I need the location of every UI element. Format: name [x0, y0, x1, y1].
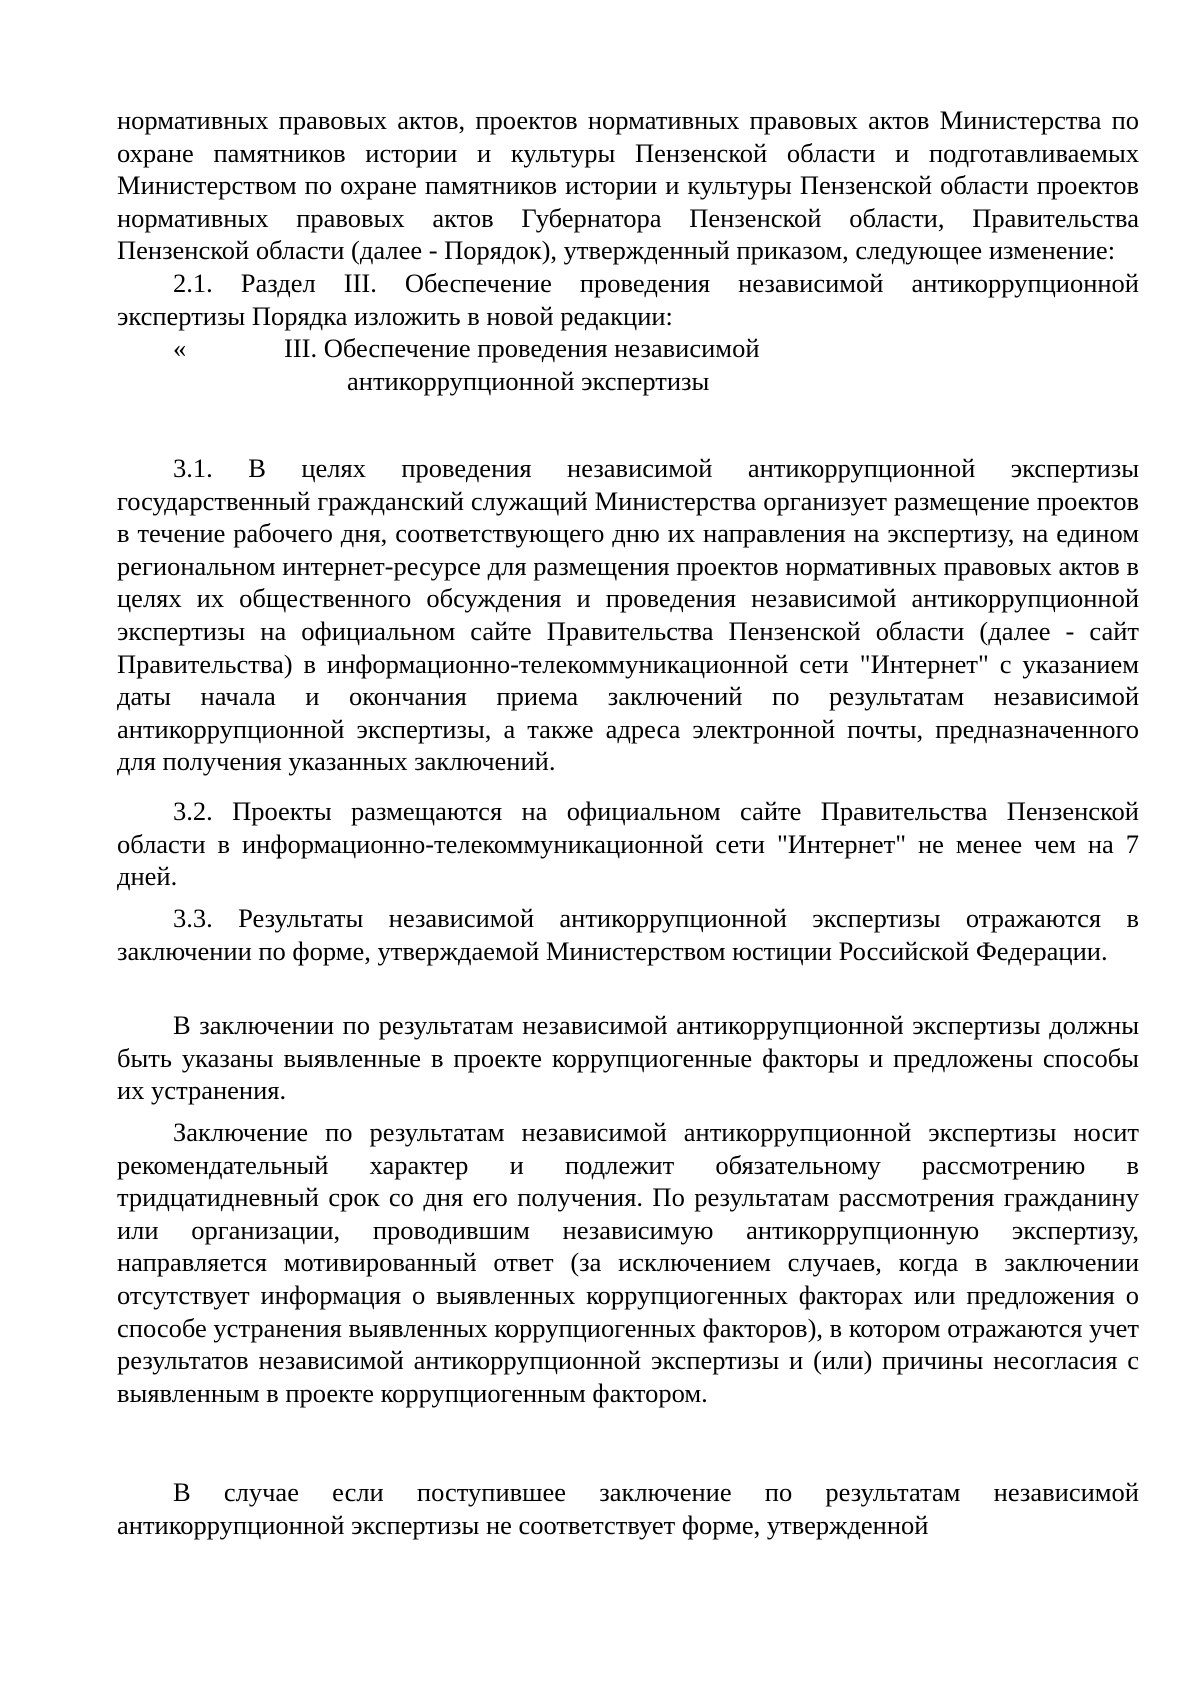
paragraph-3-1-text: 3.1. В целях проведения независимой антикоррупционной экспертизы государственный гражданский служащий Министерства организует размещение проектов в течение рабочего дня, соответствующего дню их направления на экспертизу, на едином региональном интернет-ресурсе для размещения проектов нормативных правовых актов в целях их общественного обсуждения и проведения независимой антикоррупционной экспертизы на официальном сайте Правительства Пензенской области (далее - сайт Правительства) в информационно-телекоммуникационной сети "Интернет" с указанием даты начала и окончания приема заключений по результатам независимой антикоррупционной экспертизы, а также адреса электронной почты, предназначенного для получения указанных заключений. [117, 453, 1139, 777]
paragraph-conclusion-content [117, 1009, 1139, 1107]
intro-block [117, 104, 1139, 397]
paragraph-3-1 [117, 452, 1139, 778]
paragraph-3-3-text: 3.3. Результаты независимой антикоррупционной экспертизы отражаются в заключении по форме, утверждаемой Министерством юстиции Российской Федерации. [117, 903, 1139, 966]
section-quote-mark: « [173, 333, 187, 364]
paragraph-conclusion-nature [117, 1116, 1139, 1409]
intro-paragraph: нормативных правовых актов, проектов нормативных правовых актов Министерства по охране памятников истории и культуры Пензенской области и подготавливаемых Министерством по охране памятников истории и культуры Пензенской области проектов нормативных правовых актов Губернатора Пензенской области, Правительства Пензенской области (далее - Порядок), утвержденный приказом, следующее изменение: [117, 105, 1139, 266]
item-2-1-paragraph: 2.1. Раздел III. Обеспечение проведения независимой антикоррупционной экспертизы Порядка изложить в новой редакции: [117, 267, 1139, 331]
paragraph-conclusion-content-text: В заключении по результатам независимой антикоррупционной экспертизы должны быть указаны выявленные в проекте коррупциогенные факторы и предложены способы их устранения. [117, 1010, 1139, 1106]
paragraph-3-2 [117, 795, 1139, 893]
section-heading [117, 332, 1139, 365]
section-title-line-1: III. Обеспечение проведения независимой [284, 333, 760, 364]
paragraph-conclusion-nature-text: Заключение по результатам независимой антикоррупционной экспертизы носит рекомендательный характер и подлежит обязательному рассмотрению в тридцатидневный срок со дня его получения. По результатам рассмотрения гражданину или организации, проводившим независимую антикоррупционную экспертизу, направляется мотивированный ответ (за исключением случаев, когда в заключении отсутствует информация о выявленных коррупциогенных факторах или предложения о способе устранения выявленных коррупциогенных факторов), в котором отражаются учет результатов независимой антикоррупционной экспертизы и (или) причины несогласия с выявленным в проекте коррупциогенным фактором. [117, 1117, 1139, 1408]
section-title-line-2: антикоррупционной экспертизы [347, 365, 710, 396]
paragraph-3-2-text: 3.2. Проекты размещаются на официальном сайте Правительства Пензенской области в информационно-телекоммуникационной сети "Интернет" не менее чем на 7 дней. [117, 796, 1139, 892]
paragraph-nonconforming-text: В случае если поступившее заключение по результатам независимой антикоррупционной экспертизы не соответствует форме, утвержденной [117, 1477, 1139, 1540]
paragraph-3-3 [117, 902, 1139, 967]
paragraph-nonconforming [117, 1476, 1139, 1541]
